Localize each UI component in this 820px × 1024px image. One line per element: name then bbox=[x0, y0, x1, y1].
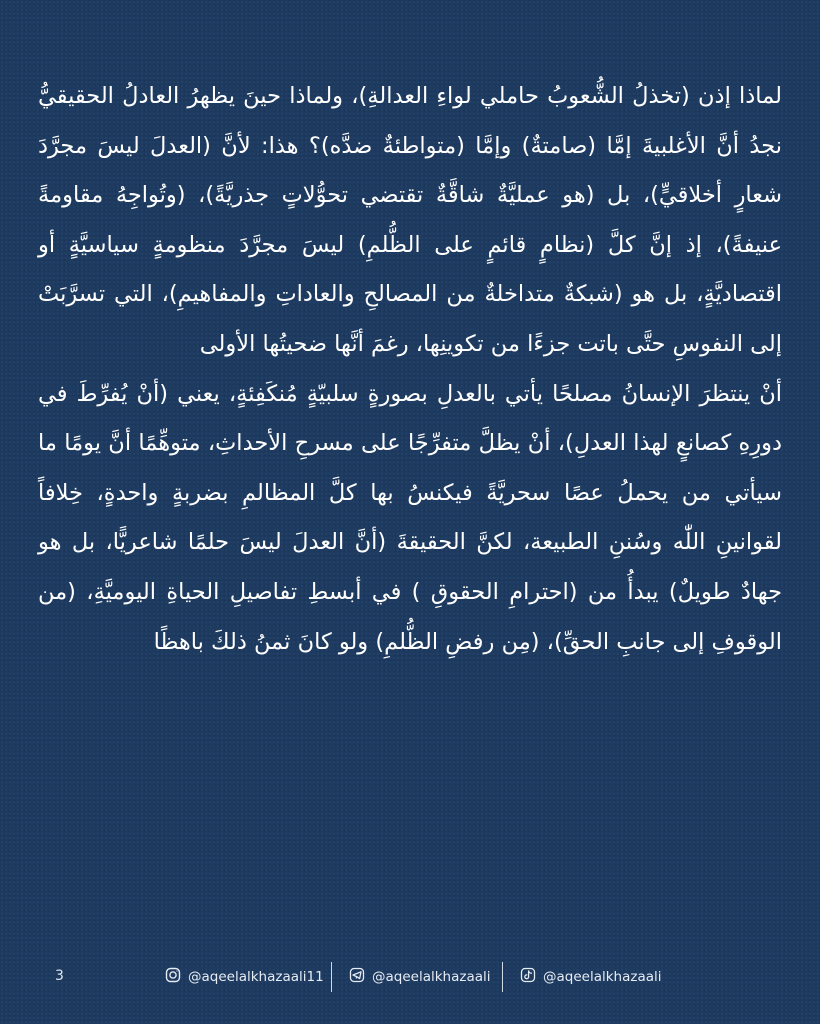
article-body bbox=[38, 72, 782, 667]
instagram-icon bbox=[165, 967, 188, 987]
tiktok-icon bbox=[520, 967, 543, 987]
telegram-icon bbox=[349, 967, 372, 987]
paragraph-2: أنْ ينتظرَ الإنسانُ مصلحًا يأتي بالعدلِ بصورةٍ سلبيّةٍ مُنكَفِئةٍ، يعني (أنْ يُفرِّطَ في دورِهِ كصانعٍ لهذا العدلِ)، أنْ يظلَّ متفرِّجًا على مسرحِ الأحداثِ، متوهِّمًا أنَّ يومًا ما سيأتي من يحملُ عصًا سحريَّةً فيكنسُ بها كلَّ المظالمِ بضربةٍ واحدةٍ، خِلافاً لقوانينِ اللّٰه وسُننِ الطبيعة، لكنَّ الحقيقةَ (أنَّ العدلَ ليسَ حلمًا شاعريًّا، بل هو جهادٌ طويلٌ) يبدأُ من (احترامِ الحقوقِ ) في أبسطِ تفاصيلِ الحياةِ اليوميَّةِ، (من الوقوفِ إلى جانبِ الحقِّ)، (مِن رفضِ الظُّلمِ) ولو كانَ ثمنُ ذلكَ باهظًا bbox=[38, 380, 782, 655]
page-number: 3 bbox=[55, 968, 64, 984]
instagram-handle-link[interactable] bbox=[165, 967, 324, 987]
telegram-handle-link[interactable] bbox=[349, 967, 491, 987]
telegram-handle-text: @aqeelalkhazaali bbox=[372, 969, 491, 985]
paragraph-1: لماذا إذن (تخذلُ الشُّعوبُ حاملي لواءِ العدالةِ)، ولماذا حينَ يظهرُ العادلُ الحقيقيُّ نجدُ أنَّ الأغلبيةَ إمَّا (صامتةٌ) وإمَّا (متواطئةٌ ضدَّه)؟ هذا: لأنَّ (العدلَ ليسَ مجرَّدَ شعارٍ أخلاقيٍّ)، بل (هو عمليَّةٌ شاقَّةٌ تقتضي تحوُّلاتٍ جذريَّةً)، (وتُواجِهُ مقاومةً عنيفةً)، إذ إنَّ كلَّ (نظامٍ قائمٍ على الظُّلمِ) ليسَ مجرَّدَ منظومةٍ سياسيَّةٍ أو اقتصاديَّةٍ، بل هو (شبكةٌ متداخلةٌ من المصالحِ والعاداتِ والمفاهيمِ)، التي تسرَّبَتْ إلى النفوسِ حتَّى باتت جزءًا من تكوينِها، رغمَ أنَّها ضحيتُها الأولى bbox=[38, 83, 782, 357]
footer-divider bbox=[502, 962, 503, 992]
tiktok-handle-text: @aqeelalkhazaali bbox=[543, 969, 662, 985]
footer-divider bbox=[331, 962, 332, 992]
tiktok-handle-link[interactable] bbox=[520, 967, 662, 987]
instagram-handle-text: @aqeelalkhazaali11 bbox=[188, 969, 324, 985]
page-footer bbox=[0, 958, 820, 998]
